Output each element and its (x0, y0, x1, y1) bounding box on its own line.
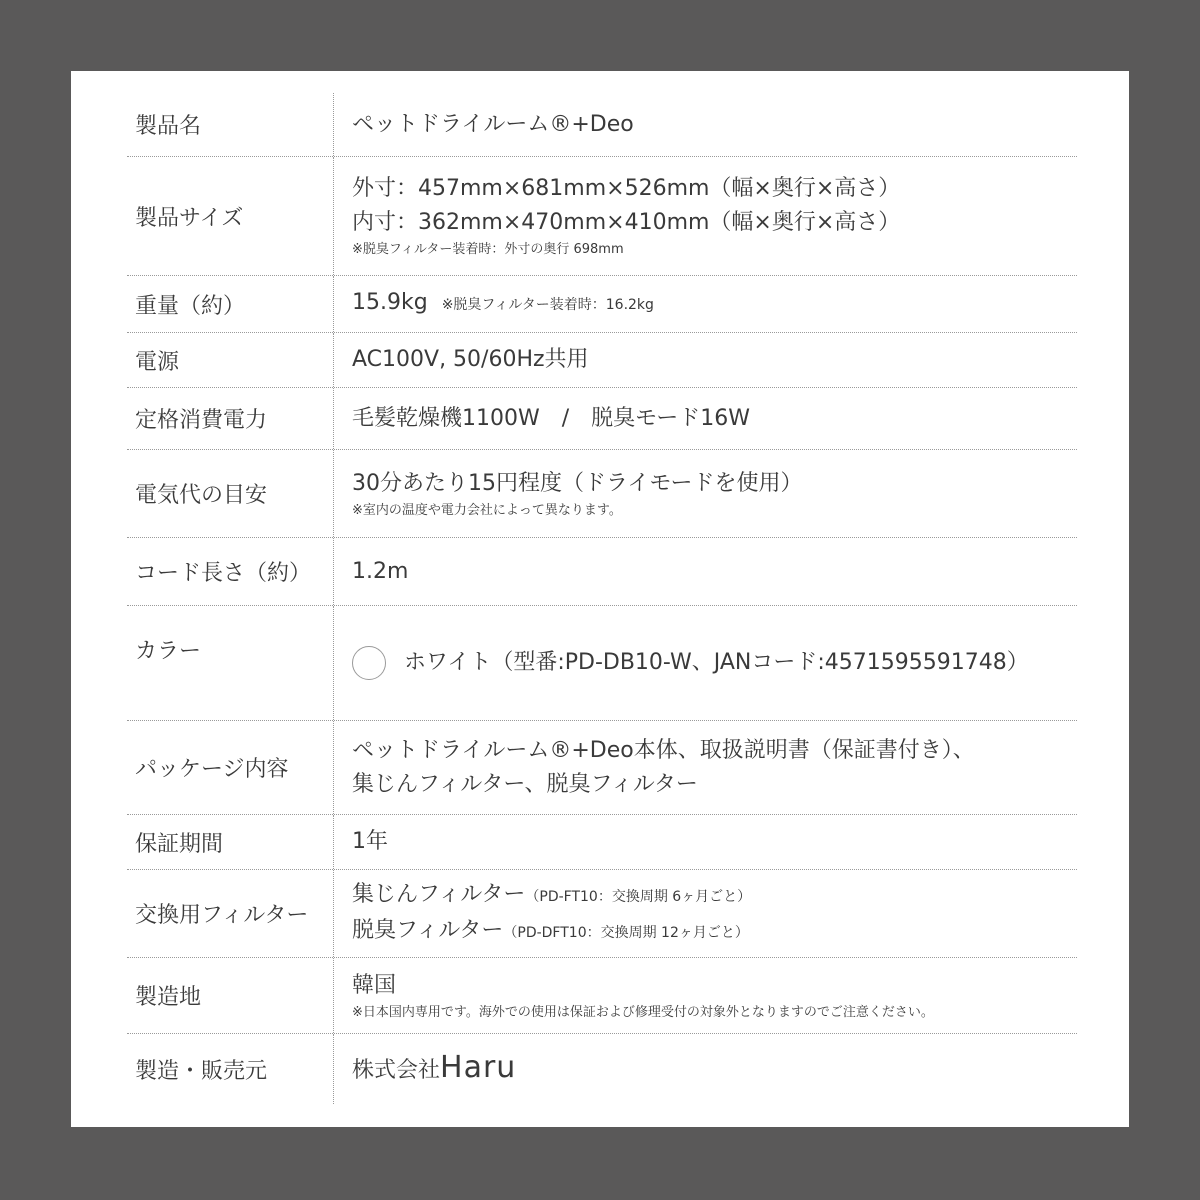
row-label: 製造・販売元 (135, 1058, 268, 1084)
spec-row-product-name (127, 93, 1077, 157)
manufacturer-value (352, 1051, 1077, 1088)
spec-row-manufacturer (127, 1034, 1077, 1104)
manufacturer-prefix: 株式会社 (352, 1057, 441, 1083)
manufacture-place-note: ※日本国内専用です。海外での使用は保証および修理受付の対象外となりますのでご注意ください。 (352, 1004, 934, 1020)
weight-note: ※脱臭フィルター装着時：16.2kg (441, 297, 654, 313)
spec-card (71, 71, 1129, 1127)
color-swatch-white (352, 646, 386, 680)
spec-row-manufacture-place (127, 958, 1077, 1034)
outer-size-value: 外寸：457mm×681mm×526mm（幅×奥行×高さ） (352, 176, 901, 201)
row-value (333, 157, 1077, 275)
power-consumption-value: 毛髪乾燥機1100W / 脱臭モード16W (352, 405, 751, 431)
haru-logo: Haru (440, 1049, 517, 1085)
spec-row-replacement-filter (127, 870, 1077, 958)
manufacture-place-value: 韓国 (352, 972, 397, 998)
filter-item (352, 878, 1077, 914)
row-value (333, 606, 1077, 720)
row-label: 交換用フィルター (135, 903, 309, 928)
package-contents-line-1: ペットドライルーム®+Deo本体、取扱説明書（保証書付き）、 (352, 737, 975, 763)
spec-row-weight (127, 276, 1077, 333)
spec-row-electricity-cost (127, 450, 1077, 538)
row-label: 電源 (135, 349, 180, 375)
color-option-text: ホワイト（型番:PD-DB10-W、JANコード:4571595591748） (404, 650, 1029, 675)
row-value (333, 815, 1077, 869)
row-value (333, 1034, 1077, 1104)
electricity-cost-value: 30分あたり15円程度（ドライモードを使用） (352, 470, 803, 496)
spec-row-cord-length (127, 538, 1077, 606)
spec-row-color (127, 606, 1077, 721)
spec-row-package-contents (127, 721, 1077, 815)
filter-detail: （PD-DFT10：交換周期 12ヶ月ごと） (503, 924, 749, 941)
row-label: パッケージ内容 (135, 757, 289, 782)
row-label: 製造地 (135, 985, 202, 1010)
spec-table (127, 93, 1077, 1104)
warranty-value: 1年 (352, 829, 388, 854)
row-value (333, 276, 1077, 332)
row-value (333, 538, 1077, 605)
row-value (333, 388, 1077, 449)
row-value (333, 958, 1077, 1033)
filter-name: 集じんフィルター (352, 881, 526, 907)
weight-value: 15.9kg (352, 290, 428, 315)
row-label: 製品名 (135, 114, 202, 139)
row-label: 定格消費電力 (135, 408, 268, 433)
color-option (352, 646, 1077, 680)
inner-size-value: 内寸：362mm×470mm×410mm（幅×奥行×高さ） (352, 210, 901, 235)
filter-item (352, 914, 1077, 950)
filter-detail: （PD-FT10：交換周期 6ヶ月ごと） (525, 888, 752, 905)
power-source-value: AC100V, 50/60Hz共用 (352, 347, 589, 372)
row-value (333, 870, 1077, 957)
filter-name: 脱臭フィルター (352, 917, 504, 943)
row-label: 重量（約） (135, 293, 246, 319)
size-note: ※脱臭フィルター装着時：外寸の奥行 698mm (352, 242, 624, 257)
cord-length-value: 1.2m (352, 558, 409, 584)
electricity-cost-note: ※室内の温度や電力会社によって異なります。 (352, 502, 622, 518)
row-value (333, 333, 1077, 387)
row-value (333, 450, 1077, 537)
row-label: カラー (135, 639, 202, 664)
row-label: コード長さ（約） (135, 561, 312, 586)
row-label: 製品サイズ (135, 205, 244, 231)
weight-line (352, 286, 1077, 322)
row-label: 電気代の目安 (135, 483, 268, 508)
spec-row-power-consumption (127, 388, 1077, 450)
spec-row-product-size (127, 157, 1077, 276)
package-contents-line-2: 集じんフィルター、脱臭フィルター (352, 771, 698, 797)
row-value (333, 721, 1077, 814)
row-value (333, 93, 1077, 156)
row-label: 保証期間 (135, 831, 224, 857)
spec-row-warranty (127, 815, 1077, 870)
spec-row-power-source (127, 333, 1077, 388)
product-name-value: ペットドライルーム®+Deo (352, 111, 634, 137)
